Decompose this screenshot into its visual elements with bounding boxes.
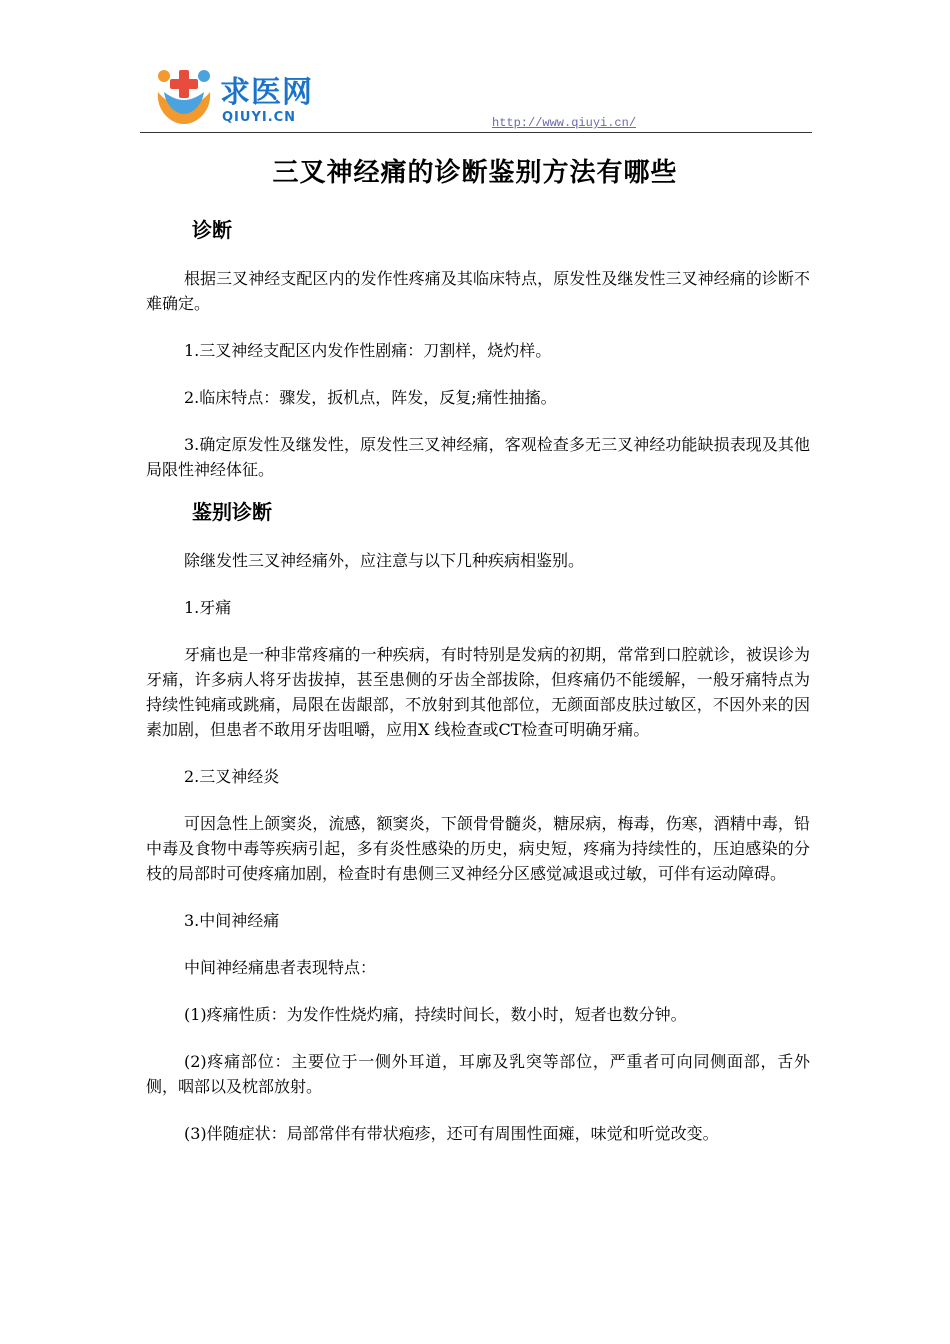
page-title: 三叉神经痛的诊断鉴别方法有哪些 xyxy=(272,158,678,188)
section-heading: 鉴别诊断 xyxy=(192,500,272,524)
paragraph: 2.临床特点：骤发，扳机点，阵发，反复;痛性抽搐。 xyxy=(184,388,557,407)
paragraph: 3.确定原发性及继发性，原发性三叉神经痛，客观检查多无三叉神经功能缺损表现及其他局限性神经体征。 xyxy=(146,435,810,479)
paragraph: 可因急性上颌窦炎，流感，额窦炎，下颌骨骨髓炎，糖尿病，梅毒，伤寒，酒精中毒，铅中毒及食物中毒等疾病引起，多有炎性感染的历史，病史短，疼痛为持续性的，压迫感染的分枝的局部时可使疼痛加剧，检查时有患侧三叉神经分区感觉减退或过敏，可伴有运动障碍。 xyxy=(146,814,810,883)
paragraph: (1)疼痛性质：为发作性烧灼痛，持续时间长，数小时，短者也数分钟。 xyxy=(184,1005,687,1024)
paragraph: 1.牙痛 xyxy=(184,598,232,617)
paragraph: 牙痛也是一种非常疼痛的一种疾病，有时特别是发病的初期，常常到口腔就诊，被误诊为牙痛，许多病人将牙齿拔掉，甚至患侧的牙齿全部拔除，但疼痛仍不能缓解，一般牙痛特点为持续性钝痛或跳痛，局限在齿龈部，不放射到其他部位，无颜面部皮肤过敏区，不因外来的因素加剧，但患者不敢用牙齿咀嚼，应用X 线检查或CT检查可明确牙痛。 xyxy=(146,645,810,739)
site-logo[interactable] xyxy=(152,62,322,130)
paragraph: 除继发性三叉神经痛外，应注意与以下几种疾病相鉴别。 xyxy=(184,551,585,570)
paragraph: 中间神经痛患者表现特点： xyxy=(184,958,377,977)
section-differential-diagnosis xyxy=(146,496,810,1146)
paragraph: 1.三叉神经支配区内发作性剧痛：刀割样，烧灼样。 xyxy=(184,341,552,360)
paragraph: 根据三叉神经支配区内的发作性疼痛及其临床特点，原发性及继发性三叉神经痛的诊断不难确定。 xyxy=(146,269,810,313)
site-url-link[interactable]: http://www.qiuyi.cn/ xyxy=(492,116,637,130)
page-header xyxy=(140,62,812,134)
section-heading: 诊断 xyxy=(192,218,232,242)
paragraph: (3)伴随症状：局部常伴有带状疱疹，还可有周围性面瘫，味觉和听觉改变。 xyxy=(184,1124,719,1143)
paragraph: (2)疼痛部位：主要位于一侧外耳道，耳廓及乳突等部位，严重者可向同侧面部，舌外侧，咽部以及枕部放射。 xyxy=(146,1052,810,1096)
section-diagnosis xyxy=(146,214,810,482)
logo-name: 求医网 xyxy=(220,75,313,110)
paragraph: 2.三叉神经炎 xyxy=(184,767,280,786)
logo-icon xyxy=(152,62,216,128)
paragraph: 3.中间神经痛 xyxy=(184,911,280,930)
article-body xyxy=(146,214,810,1168)
header-divider xyxy=(140,132,812,133)
logo-subtitle: QIUYI.CN xyxy=(222,110,297,125)
